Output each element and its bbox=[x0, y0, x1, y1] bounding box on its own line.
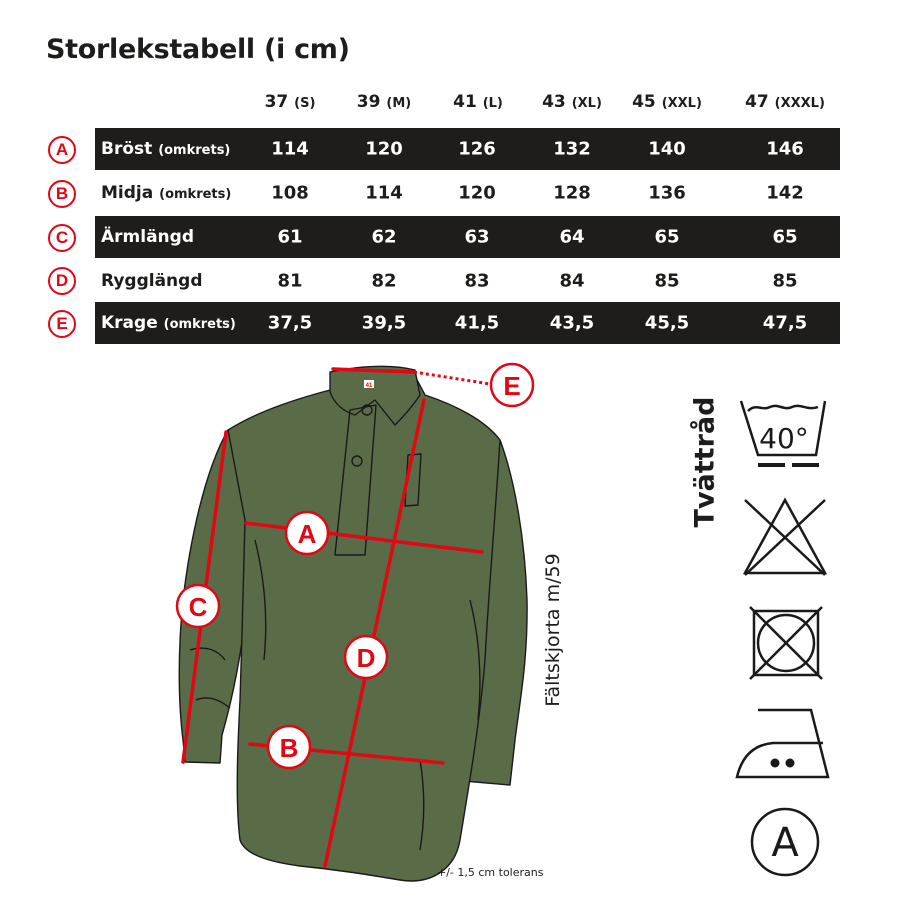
svg-text:E: E bbox=[503, 371, 521, 401]
table-cell: 114 bbox=[271, 138, 309, 160]
shirt-illustration bbox=[0, 355, 560, 900]
care-title: Tvättråd bbox=[689, 396, 721, 528]
table-row-rygglangd bbox=[95, 260, 840, 302]
no-tumble-dry-icon bbox=[748, 605, 824, 681]
table-cell: 81 bbox=[277, 270, 303, 292]
svg-text:D: D bbox=[356, 643, 376, 673]
table-cell: 37,5 bbox=[267, 312, 313, 334]
table-cell: 61 bbox=[277, 226, 303, 248]
row-label: Krage (omkrets) bbox=[101, 313, 236, 333]
column-header-m: 39 (M) bbox=[356, 92, 412, 112]
table-cell: 65 bbox=[654, 226, 680, 248]
marker-badge-b: B bbox=[48, 180, 76, 208]
dry-clean-a-icon bbox=[748, 805, 822, 879]
row-label: Bröst (omkrets) bbox=[101, 139, 231, 159]
table-cell: 128 bbox=[553, 182, 591, 204]
table-cell: 114 bbox=[365, 182, 403, 204]
table-cell: 126 bbox=[458, 138, 496, 160]
table-cell: 47,5 bbox=[762, 312, 808, 334]
table-cell: 65 bbox=[772, 226, 798, 248]
table-row-krage bbox=[95, 302, 840, 344]
marker-b bbox=[268, 726, 310, 768]
table-row-armlangd bbox=[95, 216, 840, 258]
marker-c bbox=[177, 585, 219, 627]
table-cell: 85 bbox=[772, 270, 798, 292]
wash-40-gentle-icon bbox=[738, 393, 828, 473]
svg-text:40°: 40° bbox=[759, 422, 809, 455]
page-title: Storlekstabell (i cm) bbox=[46, 34, 350, 65]
column-header-xxl: 45 (XXL) bbox=[632, 92, 702, 112]
table-cell: 120 bbox=[365, 138, 403, 160]
marker-badge-e: E bbox=[48, 310, 76, 338]
row-label: Ärmlängd bbox=[101, 227, 194, 247]
table-cell: 83 bbox=[464, 270, 490, 292]
table-cell: 84 bbox=[559, 270, 585, 292]
table-cell: 43,5 bbox=[549, 312, 595, 334]
row-label: Midja (omkrets) bbox=[101, 183, 232, 203]
column-header-xl: 43 (XL) bbox=[542, 92, 602, 112]
svg-text:A: A bbox=[297, 519, 317, 549]
table-cell: 62 bbox=[371, 226, 397, 248]
table-cell: 146 bbox=[766, 138, 804, 160]
marker-badge-d: D bbox=[48, 267, 76, 295]
column-header-l: 41 (L) bbox=[453, 92, 503, 112]
collar-size-tag: 41 bbox=[365, 383, 373, 389]
table-cell: 85 bbox=[654, 270, 680, 292]
product-name: Fältskjorta m/59 bbox=[542, 553, 564, 707]
svg-text:A: A bbox=[771, 820, 799, 866]
table-cell: 142 bbox=[766, 182, 804, 204]
table-row-midja bbox=[95, 172, 840, 214]
row-label: Rygglängd bbox=[101, 271, 203, 291]
table-cell: 132 bbox=[553, 138, 591, 160]
table-cell: 41,5 bbox=[454, 312, 500, 334]
column-header-xxxl: 47 (XXXL) bbox=[745, 92, 825, 112]
table-cell: 136 bbox=[648, 182, 686, 204]
marker-badge-c: C bbox=[48, 224, 76, 252]
marker-badge-a: A bbox=[48, 136, 76, 164]
tolerance-note: +/- 1,5 cm tolerans bbox=[437, 866, 544, 879]
table-cell: 108 bbox=[271, 182, 309, 204]
table-row-brost bbox=[95, 128, 840, 170]
marker-e bbox=[491, 364, 533, 406]
no-bleach-icon bbox=[740, 495, 830, 580]
column-header-s: 37 (S) bbox=[264, 92, 316, 112]
svg-text:C: C bbox=[188, 592, 208, 622]
table-cell: 64 bbox=[559, 226, 585, 248]
table-cell: 39,5 bbox=[361, 312, 407, 334]
iron-medium-icon bbox=[733, 705, 835, 783]
table-cell: 63 bbox=[464, 226, 490, 248]
table-cell: 82 bbox=[371, 270, 397, 292]
marker-d bbox=[345, 636, 387, 678]
table-cell: 140 bbox=[648, 138, 686, 160]
table-cell: 45,5 bbox=[644, 312, 690, 334]
table-cell: 120 bbox=[458, 182, 496, 204]
svg-text:B: B bbox=[279, 733, 299, 763]
marker-a bbox=[286, 512, 328, 554]
